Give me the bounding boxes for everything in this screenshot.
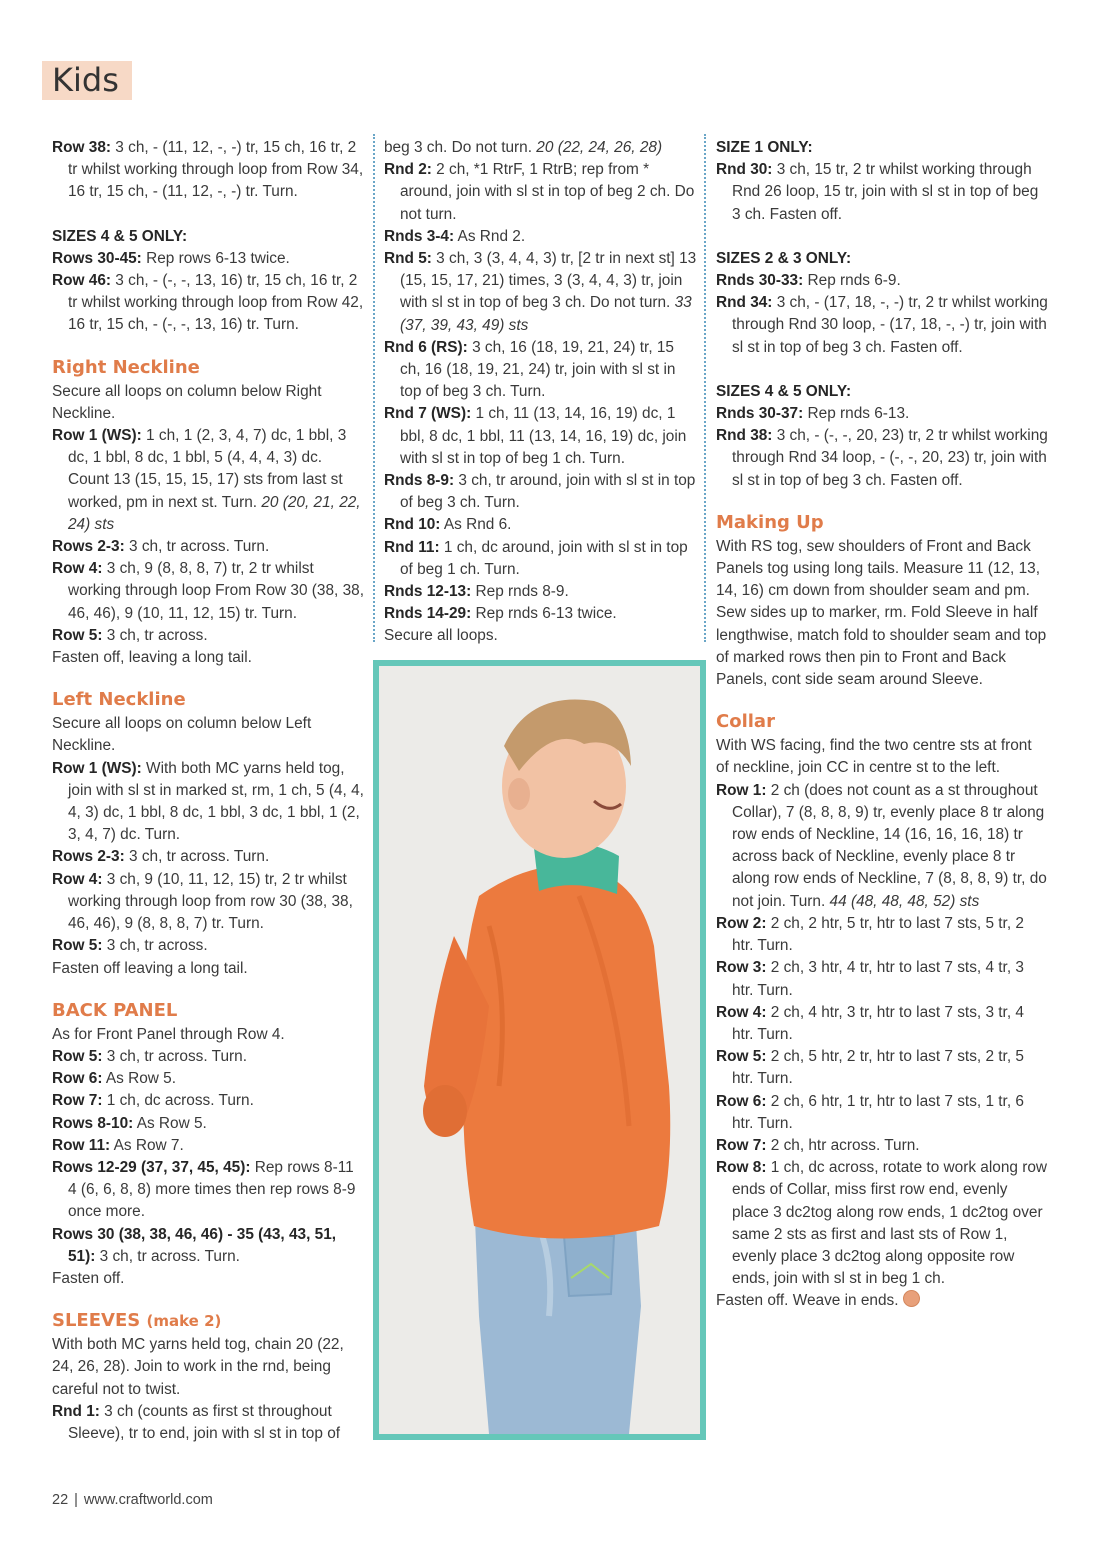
instruction-rows-30-35: Rows 30 (38, 38, 46, 46) - 35 (43, 43, 51, 51): 3 ch, tr across. Turn. <box>52 1225 337 1265</box>
fasten-off-note: Fasten off leaving a long tail. <box>52 959 248 977</box>
back-panel-heading: BACK PANEL <box>52 999 178 1021</box>
instruction-row-5: Row 5: 2 ch, 5 htr, 2 tr, htr to last 7 sts, 2 tr, 5 htr. Turn. <box>716 1048 1024 1088</box>
instruction-rnds-8-9: Rnds 8-9: 3 ch, tr around, join with sl st in top of beg 3 ch. Turn. <box>384 472 696 512</box>
instruction-rnds-12-13: Rnds 12-13: Rep rnds 8-9. <box>384 583 569 601</box>
instruction-rnds-14-29: Rnds 14-29: Rep rnds 6-13 twice. <box>384 605 617 623</box>
instruction-rnd-30: Rnd 30: 3 ch, 15 tr, 2 tr whilst working through Rnd 26 loop, 15 tr, join with sl st in top of beg 3 ch. Fasten off. <box>716 161 1039 223</box>
instruction-rnd-11: Rnd 11: 1 ch, dc around, join with sl st in top of beg 1 ch. Turn. <box>384 538 688 578</box>
footer-separator: | <box>74 1492 78 1508</box>
column-divider-2 <box>704 134 706 642</box>
right-neckline-heading: Right Neckline <box>52 356 200 378</box>
instruction-rows-12-29: Rows 12-29 (37, 37, 45, 45): Rep rows 8-11 4 (6, 6, 8, 8) more times then rep rows 8-9 once more. <box>52 1158 356 1221</box>
child-sweater-photo <box>379 666 700 1434</box>
section-tag: Kids <box>42 61 132 100</box>
instruction-row-4: Row 4: 3 ch, 9 (10, 11, 12, 15) tr, 2 tr whilst working through loop from row 30 (38, 38, 46, 46), 9 (8, 8, 8, 7) tr. Turn. <box>52 870 353 933</box>
fasten-off-note: Fasten off. Weave in ends. <box>716 1290 1048 1312</box>
instruction-row-2: Row 2: 2 ch, 2 htr, 5 tr, htr to last 7 sts, 5 tr, 2 htr. Turn. <box>716 914 1024 955</box>
instruction-row-7: Row 7: 2 ch, htr across. Turn. <box>716 1136 920 1154</box>
instruction-rows-2-3: Rows 2-3: 3 ch, tr across. Turn. <box>52 538 270 556</box>
collar-heading: Collar <box>716 711 775 733</box>
left-neckline-heading: Left Neckline <box>52 689 186 711</box>
instruction-row-6: Row 6: As Row 5. <box>52 1070 177 1088</box>
instruction-continuation: beg 3 ch. Do not turn. 20 (22, 24, 26, 28) <box>384 139 663 156</box>
instruction-row-5: Row 5: 3 ch, tr across. Turn. <box>52 1047 248 1065</box>
sleeves-intro: With both MC yarns held tog, chain 20 (22, 24, 26, 28). Join to work in the rnd, being careful not to twist. <box>52 1336 344 1398</box>
photo-frame <box>373 660 706 1440</box>
instruction-rows-2-3: Rows 2-3: 3 ch, tr across. Turn. <box>52 848 270 866</box>
size-heading: SIZES 4 & 5 ONLY: <box>52 227 188 245</box>
instruction-row-38: Row 38: 3 ch, - (11, 12, -, -) tr, 15 ch, 16 tr, 2 tr whilst working through loop from Row 34, 16 tr, 15 ch, - (11, 12, -, -) tr. Turn. <box>52 139 364 201</box>
back-panel-intro: As for Front Panel through Row 4. <box>52 1025 285 1043</box>
instruction-rnds-30-33: Rnds 30-33: Rep rnds 6-9. <box>716 272 901 290</box>
website-link[interactable]: www.craftworld.com <box>83 1492 213 1508</box>
instruction-rnd-7: Rnd 7 (WS): 1 ch, 11 (13, 14, 16, 19) dc, 1 bbl, 8 dc, 1 bbl, 11 (13, 14, 16, 19) dc, join with sl st in top of beg 1 ch. Turn. <box>384 405 687 467</box>
fasten-off-note: Fasten off, leaving a long tail. <box>52 649 252 667</box>
instruction-row-7: Row 7: 1 ch, dc across. Turn. <box>52 1092 254 1110</box>
size-heading: SIZE 1 ONLY: <box>716 139 813 156</box>
instruction-row-1: Row 1: 2 ch (does not count as a st throughout Collar), 7 (8, 8, 8, 9) tr, evenly place 8 tr along row ends of Neckline, 14 (16, 16, 16, 18) tr across back of Neckline, evenly place 8 tr along row ends of Neckline, 7 (8, 8, 8, 9) tr, do not join. Turn. 44 (48, 48, 48, 52) sts <box>716 781 1047 910</box>
instruction-row-3: Row 3: 2 ch, 3 htr, 4 tr, htr to last 7 sts, 4 tr, 3 htr. Turn. <box>716 959 1024 999</box>
column-divider-1 <box>373 134 375 642</box>
instruction-rnd-2: Rnd 2: 2 ch, *1 RtrF, 1 RtrB; rep from * around, join with sl st in top of beg 2 ch. Do not turn. <box>384 161 695 223</box>
instruction-rnd-10: Rnd 10: As Rnd 6. <box>384 516 512 534</box>
size-heading: SIZES 4 & 5 ONLY: <box>716 382 852 400</box>
instruction-rows-30-45: Rows 30-45: Rep rows 6-13 twice. <box>52 249 290 267</box>
secure-loops-note: Secure all loops. <box>384 627 498 645</box>
collar-intro: With WS facing, find the two centre sts at front of neckline, join CC in centre st to the left. <box>716 737 1032 777</box>
instruction-row-46: Row 46: 3 ch, - (-, -, 13, 16) tr, 15 ch, 16 tr, 2 tr whilst working through loop from Row 42, 16 tr, 15 ch, - (-, -, 13, 16) tr. Turn. <box>52 272 364 334</box>
right-neckline-intro: Secure all loops on column below Right Neckline. <box>52 382 322 422</box>
left-neckline-intro: Secure all loops on column below Left Neckline. <box>52 715 312 755</box>
instruction-row-1: Row 1 (WS): 1 ch, 1 (2, 3, 4, 7) dc, 1 bbl, 3 dc, 1 bbl, 8 dc, 1 bbl, 5 (4, 4, 4, 3) dc. Count 13 (15, 15, 15, 17) sts from last st worked, pm in next st. Turn. 20 (20, 21, 22, 24) sts <box>52 427 361 533</box>
instruction-rnds-30-37: Rnds 30-37: Rep rnds 6-13. <box>716 405 910 423</box>
instruction-row-8: Row 8: 1 ch, dc across, rotate to work along row ends of Collar, miss first row end, evenly place 3 dc2tog along row ends, 1 dc2tog over same 2 sts as first and last sts of Row 1, evenly place 3 dc2tog along opposite row ends, join with sl st in beg 1 ch. <box>716 1159 1048 1288</box>
page-footer <box>52 1492 213 1508</box>
instruction-rnds-3-4: Rnds 3-4: As Rnd 2. <box>384 227 526 245</box>
page-number: 22 <box>52 1492 69 1508</box>
instruction-row-4: Row 4: 2 ch, 4 htr, 3 tr, htr to last 7 sts, 3 tr, 4 htr. Turn. <box>716 1003 1024 1043</box>
column-1 <box>52 137 366 1445</box>
instruction-row-5: Row 5: 3 ch, tr across. <box>52 937 208 955</box>
instruction-rnd-38: Rnd 38: 3 ch, - (-, -, 20, 23) tr, 2 tr whilst working through Rnd 34 loop, - (-, -, 20, 23) tr, join with sl st in top of beg 3 ch. Fasten off. <box>716 427 1048 489</box>
instruction-rnd-6: Rnd 6 (RS): 3 ch, 16 (18, 19, 21, 24) tr, 15 ch, 16 (18, 19, 21, 24) tr, join with sl st in top of beg 3 ch. Turn. <box>384 338 676 401</box>
yarn-ball-icon <box>903 1290 920 1307</box>
column-3 <box>716 137 1048 1313</box>
instruction-row-11: Row 11: As Row 7. <box>52 1136 184 1154</box>
instruction-row-1: Row 1 (WS): With both MC yarns held tog, join with sl st in marked st, rm, 1 ch, 5 (4, 4, 4, 3) dc, 1 bbl, 8 dc, 1 bbl, 3 dc, 1 bbl, 1 (2, 3, 4, 7) dc. Turn. <box>52 759 364 844</box>
sleeves-heading: SLEEVES (make 2) <box>52 1310 222 1332</box>
instruction-row-4: Row 4: 3 ch, 9 (8, 8, 8, 7) tr, 2 tr whilst working through loop From Row 30 (38, 38, 46, 46), 9 (10, 11, 12, 15) tr. Turn. <box>52 560 364 622</box>
instruction-rnd-34: Rnd 34: 3 ch, - (17, 18, -, -) tr, 2 tr whilst working through Rnd 30 loop, - (17, 18, -, -) tr, join with sl st in top of beg 3 ch. Fasten off. <box>716 294 1048 356</box>
column-2 <box>384 137 698 648</box>
making-up-text: With RS tog, sew shoulders of Front and Back Panels tog using long tails. Measure 11 (12, 13, 14, 16) cm down from shoulder seam and pm. Sew sides up to marker, rm. Fold Sleeve in half lengthwise, match fold to shoulder seam and top of marked rows then pin to Front and Back Panels, cont side seam around Sleeve. <box>716 537 1047 689</box>
making-up-heading: Making Up <box>716 511 824 533</box>
instruction-row-6: Row 6: 2 ch, 6 htr, 1 tr, htr to last 7 sts, 1 tr, 6 htr. Turn. <box>716 1092 1024 1132</box>
fasten-off-note: Fasten off. <box>52 1269 125 1287</box>
instruction-rows-8-10: Rows 8-10: As Row 5. <box>52 1114 207 1132</box>
instruction-rnd-1: Rnd 1: 3 ch (counts as first st throughout Sleeve), tr to end, join with sl st in top of <box>52 1402 341 1442</box>
size-heading: SIZES 2 & 3 ONLY: <box>716 249 852 267</box>
instruction-rnd-5: Rnd 5: 3 ch, 3 (3, 4, 4, 3) tr, [2 tr in next st] 13 (15, 15, 17, 21) times, 3 (3, 4, 4, 3) tr, join with sl st in top of beg 3 ch. Do not turn. 33 (37, 39, 43, 49) sts <box>384 250 697 334</box>
instruction-row-5: Row 5: 3 ch, tr across. <box>52 626 208 644</box>
